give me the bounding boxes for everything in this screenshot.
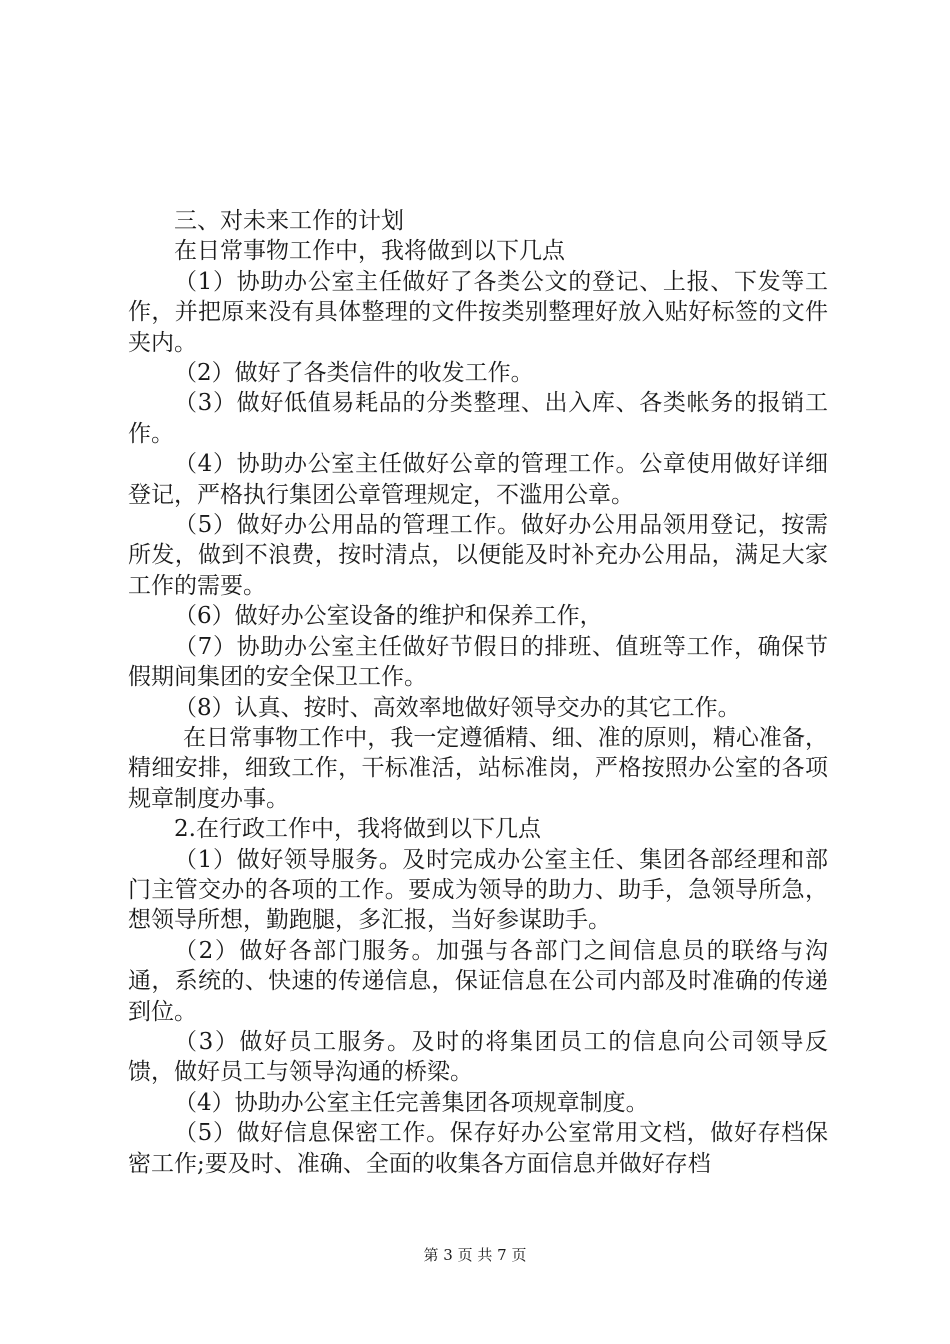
section-intro: 在日常事物工作中，我将做到以下几点 (174, 238, 565, 265)
section-heading: 三、对未来工作的计划 (174, 208, 404, 234)
list-item: （4）协助办公室主任做好公章的管理工作。公章使用做好详细登记，严格执行集团公章管理规定，不滥用公章。 (128, 451, 828, 508)
list-item: （5）做好办公用品的管理工作。做好办公用品领用登记，按需所发，做到不浪费，按时清点，以便能及时补充办公用品，满足大家工作的需要。 (128, 512, 828, 599)
list-item: （4）协助办公室主任完善集团各项规章制度。 (174, 1089, 649, 1116)
page-number: 第 3 页 共 7 页 (423, 1246, 527, 1264)
list-item: （1）协助办公室主任做好了各类公文的登记、上报、下发等工作，并把原来没有具体整理的文件按类别整理好放入贴好标签的文件夹内。 (128, 268, 828, 356)
list-item: （7）协助办公室主任做好节假日的排班、值班等工作，确保节假期间集团的安全保卫工作。 (128, 633, 828, 691)
list-item: （2）做好了各类信件的收发工作。 (174, 360, 534, 387)
list-item: （2）做好各部门服务。加强与各部门之间信息员的联络与沟通，系统的、快速的传递信息，保证信息在公司内部及时准确的传递到位。 (128, 937, 828, 1025)
list-item: （1）做好领导服务。及时完成办公室主任、集团各部经理和部门主管交办的各项的工作。要成为领导的助力、助手，急领导所急，想领导所想，勤跑腿，多汇报，当好参谋助手。 (128, 846, 828, 934)
list-item: （8）认真、按时、高效率地做好领导交办的其它工作。 (174, 694, 741, 721)
summary-paragraph: 在日常事物工作中，我一定遵循精、细、准的原则，精心准备，精细安排，细致工作，干标准活，站标准岗，严格按照办公室的各项规章制度办事。 (128, 724, 828, 812)
list-item: （3）做好员工服务。及时的将集团员工的信息向公司领导反馈，做好员工与领导沟通的桥梁。 (128, 1028, 828, 1086)
subsection-title: 2.在行政工作中，我将做到以下几点 (174, 816, 541, 843)
document-body (128, 206, 828, 1179)
list-item: （5）做好信息保密工作。保存好办公室常用文档，做好存档保密工作;要及时、准确、全面的收集各方面信息并做好存档 (128, 1120, 828, 1177)
list-item: （6）做好办公室设备的维护和保养工作， (174, 603, 603, 630)
list-item: （3）做好低值易耗品的分类整理、出入库、各类帐务的报销工作。 (128, 390, 828, 447)
